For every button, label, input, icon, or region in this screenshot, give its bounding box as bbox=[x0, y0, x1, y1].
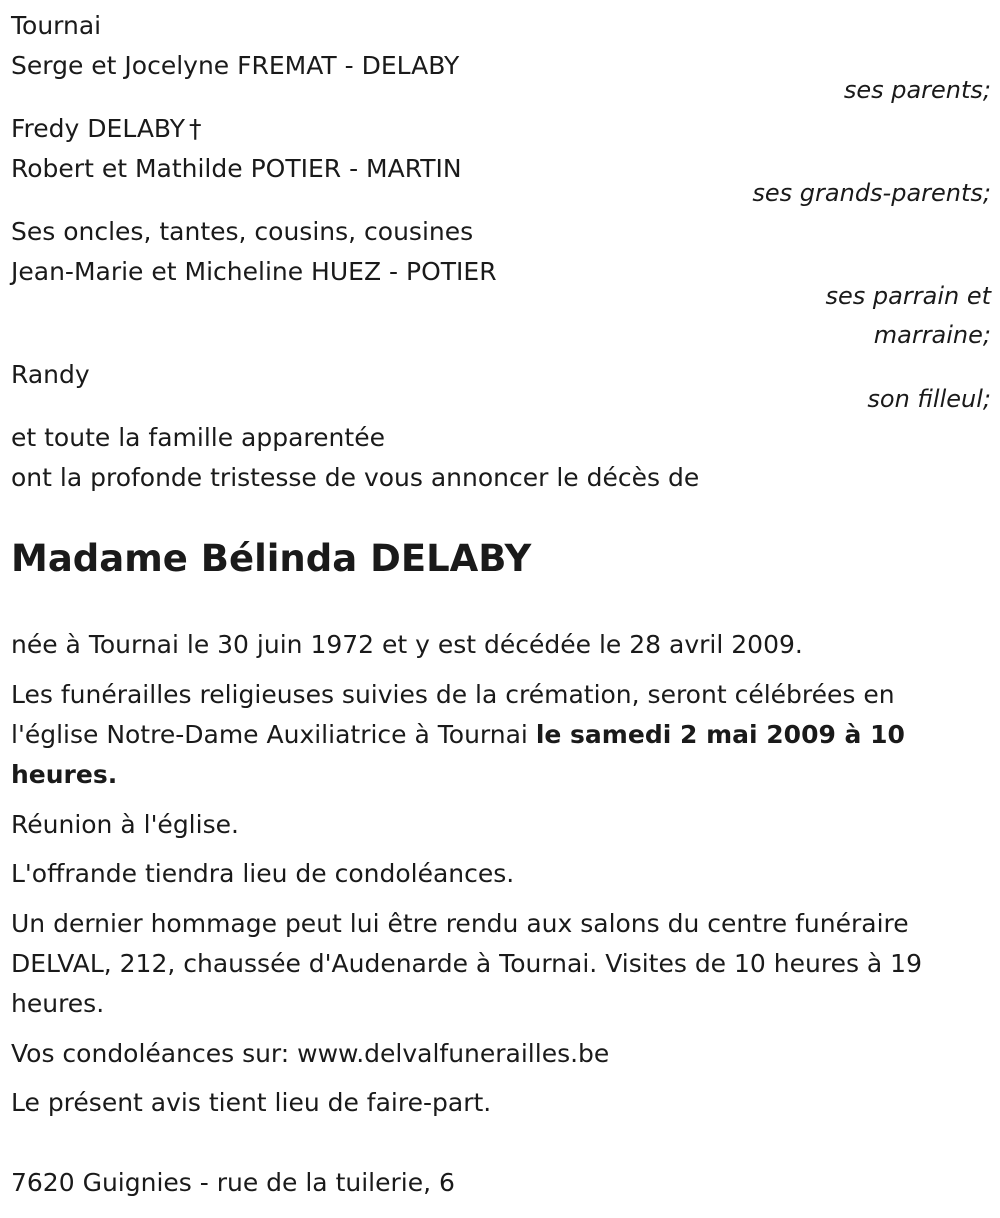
tribute: Un dernier hommage peut lui être rendu aux salons du centre funéraire DELVAL, 212, chaussée d'Audenarde à Tournai. Visites de 10 heures à 19 heures. bbox=[11, 909, 922, 1018]
extended-family: et toute la famille apparentée bbox=[11, 423, 385, 452]
notice: Le présent avis tient lieu de faire-part. bbox=[11, 1088, 492, 1117]
godparents-role-line2: marraine; bbox=[873, 321, 991, 349]
parents-names: Serge et Jocelyne FREMAT - DELABY bbox=[11, 51, 460, 80]
announcement: ont la profonde tristesse de vous annoncer le décès de bbox=[11, 463, 700, 492]
relatives: Ses oncles, tantes, cousins, cousines bbox=[11, 217, 474, 246]
funeral-text: Les funérailles religieuses suivies de la crémation, seront célébrées en l'église Notre-Dame Auxiliatrice à Tournai bbox=[11, 680, 895, 749]
funeral-paragraph bbox=[11, 675, 986, 795]
city: Tournai bbox=[11, 11, 102, 40]
cross-icon: † bbox=[189, 114, 202, 143]
godson-name: Randy bbox=[11, 360, 90, 389]
grandfather-line bbox=[11, 109, 202, 149]
funeral-date: le samedi 2 mai 2009 à 10 heures. bbox=[11, 720, 905, 789]
birth-death: née à Tournai le 30 juin 1972 et y est décédée le 28 avril 2009. bbox=[11, 630, 803, 659]
grandparents-role: ses grands-parents; bbox=[752, 179, 991, 207]
grandparents-names: Robert et Mathilde POTIER - MARTIN bbox=[11, 154, 462, 183]
deceased-name: Madame Bélinda DELABY bbox=[11, 537, 532, 580]
parents-role: ses parents; bbox=[843, 76, 991, 104]
godparents-role-line1: ses parrain et bbox=[825, 282, 991, 310]
godson-role: son filleul; bbox=[867, 385, 991, 413]
godparents-names: Jean-Marie et Micheline HUEZ - POTIER bbox=[11, 257, 497, 286]
grandfather-name: Fredy DELABY bbox=[11, 114, 185, 143]
meeting: Réunion à l'église. bbox=[11, 810, 239, 839]
address: 7620 Guignies - rue de la tuilerie, 6 bbox=[11, 1168, 455, 1197]
offering: L'offrande tiendra lieu de condoléances. bbox=[11, 859, 515, 888]
condolences-link[interactable]: Vos condoléances sur: www.delvalfunerailles.be bbox=[11, 1039, 610, 1068]
